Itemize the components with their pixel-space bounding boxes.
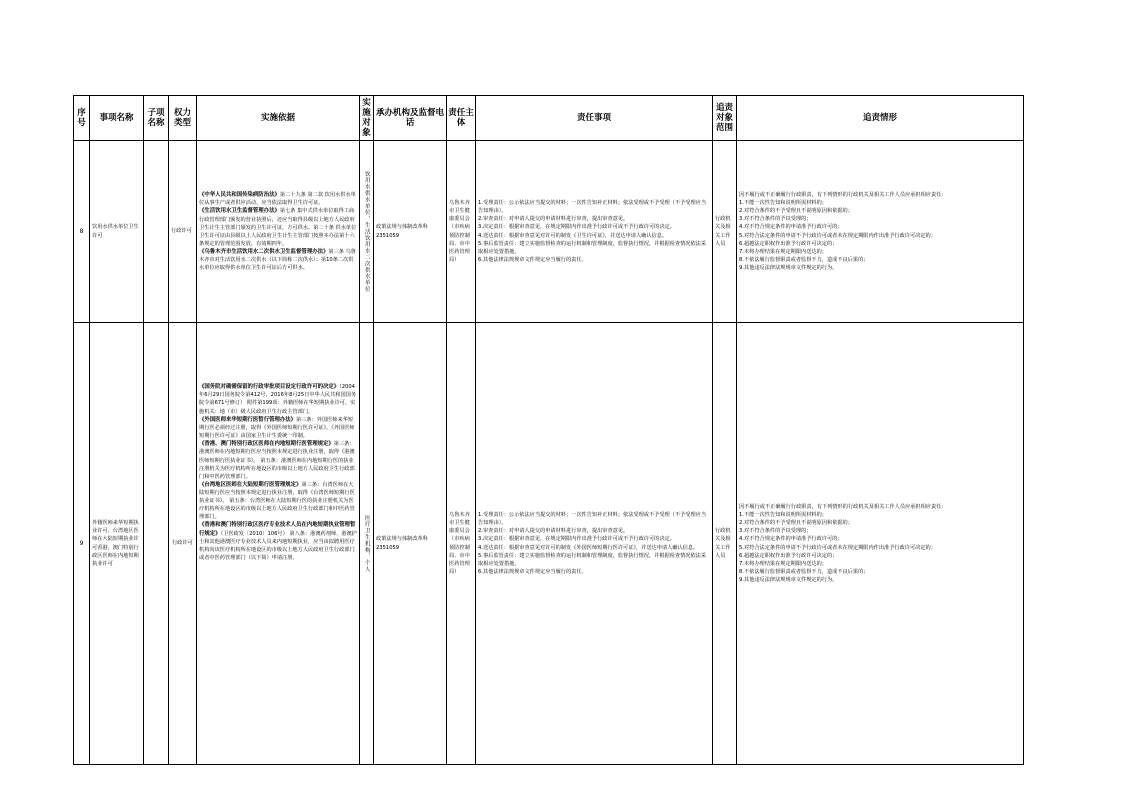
row-no: 8 (74, 141, 90, 323)
header-org: 承办机构及监督电话 (374, 96, 447, 141)
header-target: 实施对象 (360, 96, 374, 141)
responsibility-table (73, 95, 1024, 765)
table-row (74, 323, 1024, 765)
row-sub (144, 323, 169, 765)
row-acc-scope: 行政机关及相关工作人员 (713, 323, 737, 765)
row-subject: 乌鲁木齐市卫生健康委员会（市疾病预防控制局、市中医药管理局） (447, 141, 476, 323)
row-name: 饮用水供水单位卫生许可 (90, 141, 144, 323)
row-basis (197, 323, 360, 765)
header-duties: 责任事项 (476, 96, 713, 141)
header-type: 权力类型 (169, 96, 197, 141)
header-acc: 追责情形 (737, 96, 1024, 141)
header-subject: 责任主体 (447, 96, 476, 141)
row-name: 外籍医师来华短期执业许可、台湾地区医师在大陆短期执业许可香港、澳门特别行政区医师在内地短期执业许可 (90, 323, 144, 765)
header-no: 序号 (74, 96, 90, 141)
row-basis (197, 141, 360, 323)
header-acc-scope: 追责对象范围 (713, 96, 737, 141)
row-target: 医疗卫生机构、个人 (360, 323, 374, 765)
table-row (74, 141, 1024, 323)
basis-item: 《香港、澳门特别行政区医师在内地短期行医管理规定》第三条：港澳医师在内地短期行医应当按照本规定进行执业注册，取得《港澳医师短期行医执业证书》。 第五条：港澳医师在内地短期行医的执业注册机关为医疗机构所在地设区的市级以上地方人民政府卫生行政部门和中医药管理部门。 (199, 441, 355, 480)
row-org: 政策法规与体制改革科2351059 (374, 141, 447, 323)
basis-item: 《生活饮用水卫生监督管理办法》第七条 集中式供水单位取得工商行政管理部门颁发的营业执照后，还应当取得县级以上地方人民政府卫生计生主管部门颁发的卫生许可证，方可供水。第二十条 供水单位卫生许可证由县级以上人民政府卫生计生主管部门按照本办法第十六条规定的管理范围发放，有效期四年。 (199, 208, 357, 247)
row-duties: 1.受理责任：公示依法应当提交的材料；一次性告知补正材料；依法受理或不予受理（不予受理应当告知理由）。 2.审查责任：对申请人提交的申请材料进行审查，提出审查意见。 3.决定责任：根据审查意见，在规定期限内作出准予行政许可或不予行政许可的决定。 4.送达责任：根据审查意见对许可的制发《外国医师短期行医许可证》，并送达申请人确认信息。 5.事后监管责任：建立实施监督检查的运行机制和管理制度，监督执行情况，并根据检查情况依法采取相应处置措施。 6.其他法律法规规章文件规定应当履行的责任。 (476, 323, 713, 765)
header-sub: 子项名称 (144, 96, 169, 141)
row-acc: 因不履行或不正确履行行政职责，有下列情形的行政机关及相关工作人员应承担相应责任： 1.不能一次性告知和说明所需材料的； 2.对符合条件的不予受理且不说明原因和依据的； 3.对不符合条件的予以受理的； 4.对不符合规定条件的申请准予行政许可的； 5.对符合法定条件的申请不予行政许可或者未在规定期限内作出准予行政许可决定的； 6.超越法定职权作出准予行政许可决定的； 7.未将办理结果在规定期限内送达的； 8.不依法履行监督职责或者监督不力，造成不良后果的； 9.其他违反法律法规规章文件规定的行为。 (737, 323, 1024, 765)
row-target: 饮用水供水单位，生活饮用水二次供水单位 (360, 141, 374, 323)
row-duties: 1.受理责任：公示依法应当提交的材料；一次性告知补正材料；依法受理或不予受理（不予受理应当告知理由）。 2.审查责任：对申请人提交的申请材料进行审查，提出审查意见。 3.决定责任：根据审查意见，在规定期限内作出准予行政许可或不予行政许可的决定。 4.送达责任：根据审查意见对许可的制发《卫生许可证》，并送达申请人确认信息。 5.事后监管责任：建立实施监督检查的运行机制和管理制度，监督执行情况，并根据检查情况依法采取相应处置措施。 6.其他法律法规规章文件规定应当履行的责任。 (476, 141, 713, 323)
header-row (74, 96, 1024, 141)
row-sub (144, 141, 169, 323)
header-basis: 实施依据 (197, 96, 360, 141)
row-subject: 乌鲁木齐市卫生健康委员会（市疾病预防控制局、市中医药管理局） (447, 323, 476, 765)
row-acc-scope: 行政机关及相关工作人员 (713, 141, 737, 323)
basis-item: 《中华人民共和国传染病防治法》第二十九条 第二款 饮用水供水单位从事生产或者供应活动，应当依法取得卫生许可证。 (199, 191, 356, 207)
basis-item: 《乌鲁木齐市生活饮用水二次供水卫生监督管理办法》第三条 乌鲁木齐市对生活饮用水二次供水（以下简称二次供水）；第10条二次供水单位应取得供水单位卫生许可证后方可供水。 (199, 248, 356, 272)
basis-item: 《外国医师来华短期行医暂行管理办法》第三条：外国医师来华短期行医必须经过注册，取得《外国医师短期行医许可证》。《外国医师短期行医许可证》由国家卫生计生委统一印制。 (199, 416, 355, 439)
header-name: 事项名称 (90, 96, 144, 141)
row-acc: 因不履行或不正确履行行政职责，有下列情形的行政机关及相关工作人员应承担相应责任： 1.不能一次性告知和说明所需材料的； 2.对符合条件的不予受理且不说明原因和依据的； 3.对不符合条件的予以受理的； 4.对不符合规定条件的申请准予行政许可的； 5.对符合法定条件的申请不予行政许可或者未在规定期限内作出准予行政许可决定的； 6.超越法定职权作出准予行政许可决定的； 7.未将办理结果在规定期限内送达的； 8.不依法履行监督职责或者监督不力，造成不良后果的； 9.其他违反法律法规规章文件规定的行为。 (737, 141, 1024, 323)
row-type: 行政许可 (169, 141, 197, 323)
row-type: 行政许可 (169, 323, 197, 765)
row-no: 9 (74, 323, 90, 765)
basis-item: 《国务院对确需保留的行政审批项目设定行政许可的决定》（2004年6月29日国务院令第412号，2016年8月25日中华人民共和国国务院令第671号修订） 附件第199项：外籍医师在华短期执业许可，实施机关：地（市）级人民政府卫生行政主管部门。 (199, 384, 357, 415)
basis-item: 《台湾地区医师在大陆短期行医管理规定》第三条：台湾医师在大陆短期行医应当按照本规定进行执业注册，取得《台湾医师短期行医执业证书》。 第五条：台湾医师在大陆短期行医的执业注册机关为医疗机构所在地设区的市级以上地方人民政府卫生行政部门和中医药管理部门。 (199, 481, 355, 521)
basis-item: 《香港和澳门特别行政区医疗专业技术人员在内地短期执业管理暂行规定》（卫医政发〔2010〕106号） 第八条：港澳药剂师、港澳护士和其他港澳医疗专业技术人员来内地短期执业，应当由拟聘用医疗机构向该医疗机构所在地设区的市级以上地方人民政府卫生行政部门或者中医药管理部门（以下简）申请注册。 (199, 522, 357, 562)
row-org: 政策法规与体制改革科2351059 (374, 323, 447, 765)
